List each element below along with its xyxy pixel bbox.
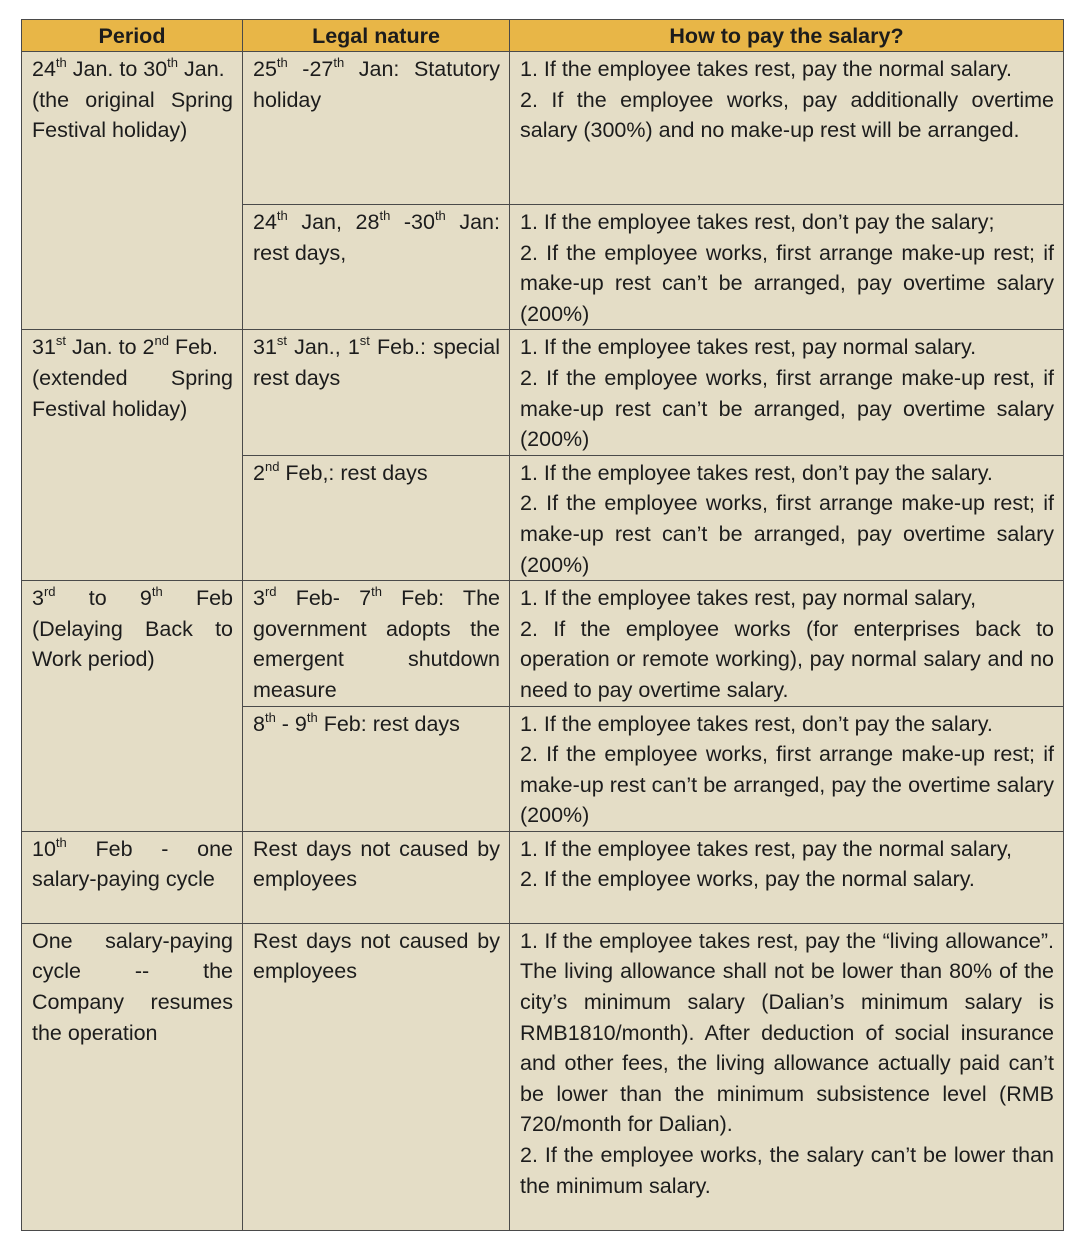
legal-nature-cell: 24th Jan, 28th -30th Jan: rest days, bbox=[243, 205, 510, 330]
salary-payment-table bbox=[21, 19, 1064, 1231]
legal-nature-cell: 31st Jan., 1st Feb.: special rest days bbox=[243, 330, 510, 455]
legal-nature-cell: 2nd Feb,: rest days bbox=[243, 455, 510, 580]
table-row bbox=[22, 52, 1064, 205]
payment-rule-cell: 1. If the employee takes rest, pay the “living allowance”. The living allowance shall not be lower than 80% of the city’s minimum salary (Dalian’s minimum salary is RMB1810/month). After deduction of social insurance and other fees, the living allowance actually paid can’t be lower than the minimum subsistence level (RMB 720/month for Dalian). 2. If the employee works, the salary can’t be lower than the minimum salary. bbox=[510, 923, 1064, 1230]
table-row bbox=[22, 923, 1064, 1230]
period-cell: 10th Feb - one salary-paying cycle bbox=[22, 831, 243, 923]
table-row bbox=[22, 581, 1064, 706]
payment-rule-cell: 1. If the employee takes rest, don’t pay the salary; 2. If the employee works, first arrange make-up rest; if make-up rest can’t be arranged, pay overtime salary (200%) bbox=[510, 205, 1064, 330]
column-header-how-to-pay: How to pay the salary? bbox=[510, 20, 1064, 52]
payment-rule-cell: 1. If the employee takes rest, don’t pay the salary. 2. If the employee works, first arrange make-up rest; if make-up rest can’t be arranged, pay the overtime salary (200%) bbox=[510, 706, 1064, 831]
period-cell: One salary-paying cycle -- the Company resumes the operation bbox=[22, 923, 243, 1230]
table-header-row bbox=[22, 20, 1064, 52]
payment-rule-cell: 1. If the employee takes rest, pay the normal salary. 2. If the employee works, pay additionally overtime salary (300%) and no make-up rest will be arranged. bbox=[510, 52, 1064, 205]
legal-nature-cell: Rest days not caused by employees bbox=[243, 831, 510, 923]
payment-rule-cell: 1. If the employee takes rest, don’t pay the salary. 2. If the employee works, first arrange make-up rest; if make-up rest can’t be arranged, pay overtime salary (200%) bbox=[510, 455, 1064, 580]
legal-nature-cell: Rest days not caused by employees bbox=[243, 923, 510, 1230]
period-cell: 24th Jan. to 30th Jan. (the original Spring Festival holiday) bbox=[22, 52, 243, 330]
period-cell: 3rd to 9th Feb (Delaying Back to Work period) bbox=[22, 581, 243, 832]
column-header-legal-nature: Legal nature bbox=[243, 20, 510, 52]
table-row bbox=[22, 330, 1064, 455]
legal-nature-cell: 25th -27th Jan: Statutory holiday bbox=[243, 52, 510, 205]
payment-rule-cell: 1. If the employee takes rest, pay normal salary. 2. If the employee works, first arrange make-up rest, if make-up rest can’t be arranged, pay overtime salary (200%) bbox=[510, 330, 1064, 455]
payment-rule-cell: 1. If the employee takes rest, pay normal salary, 2. If the employee works (for enterprises back to operation or remote working), pay normal salary and no need to pay overtime salary. bbox=[510, 581, 1064, 706]
legal-nature-cell: 3rd Feb- 7th Feb: The government adopts the emergent shutdown measure bbox=[243, 581, 510, 706]
legal-nature-cell: 8th - 9th Feb: rest days bbox=[243, 706, 510, 831]
table-row bbox=[22, 831, 1064, 923]
payment-rule-cell: 1. If the employee takes rest, pay the normal salary, 2. If the employee works, pay the normal salary. bbox=[510, 831, 1064, 923]
column-header-period: Period bbox=[22, 20, 243, 52]
period-cell: 31st Jan. to 2nd Feb. (extended Spring Festival holiday) bbox=[22, 330, 243, 581]
